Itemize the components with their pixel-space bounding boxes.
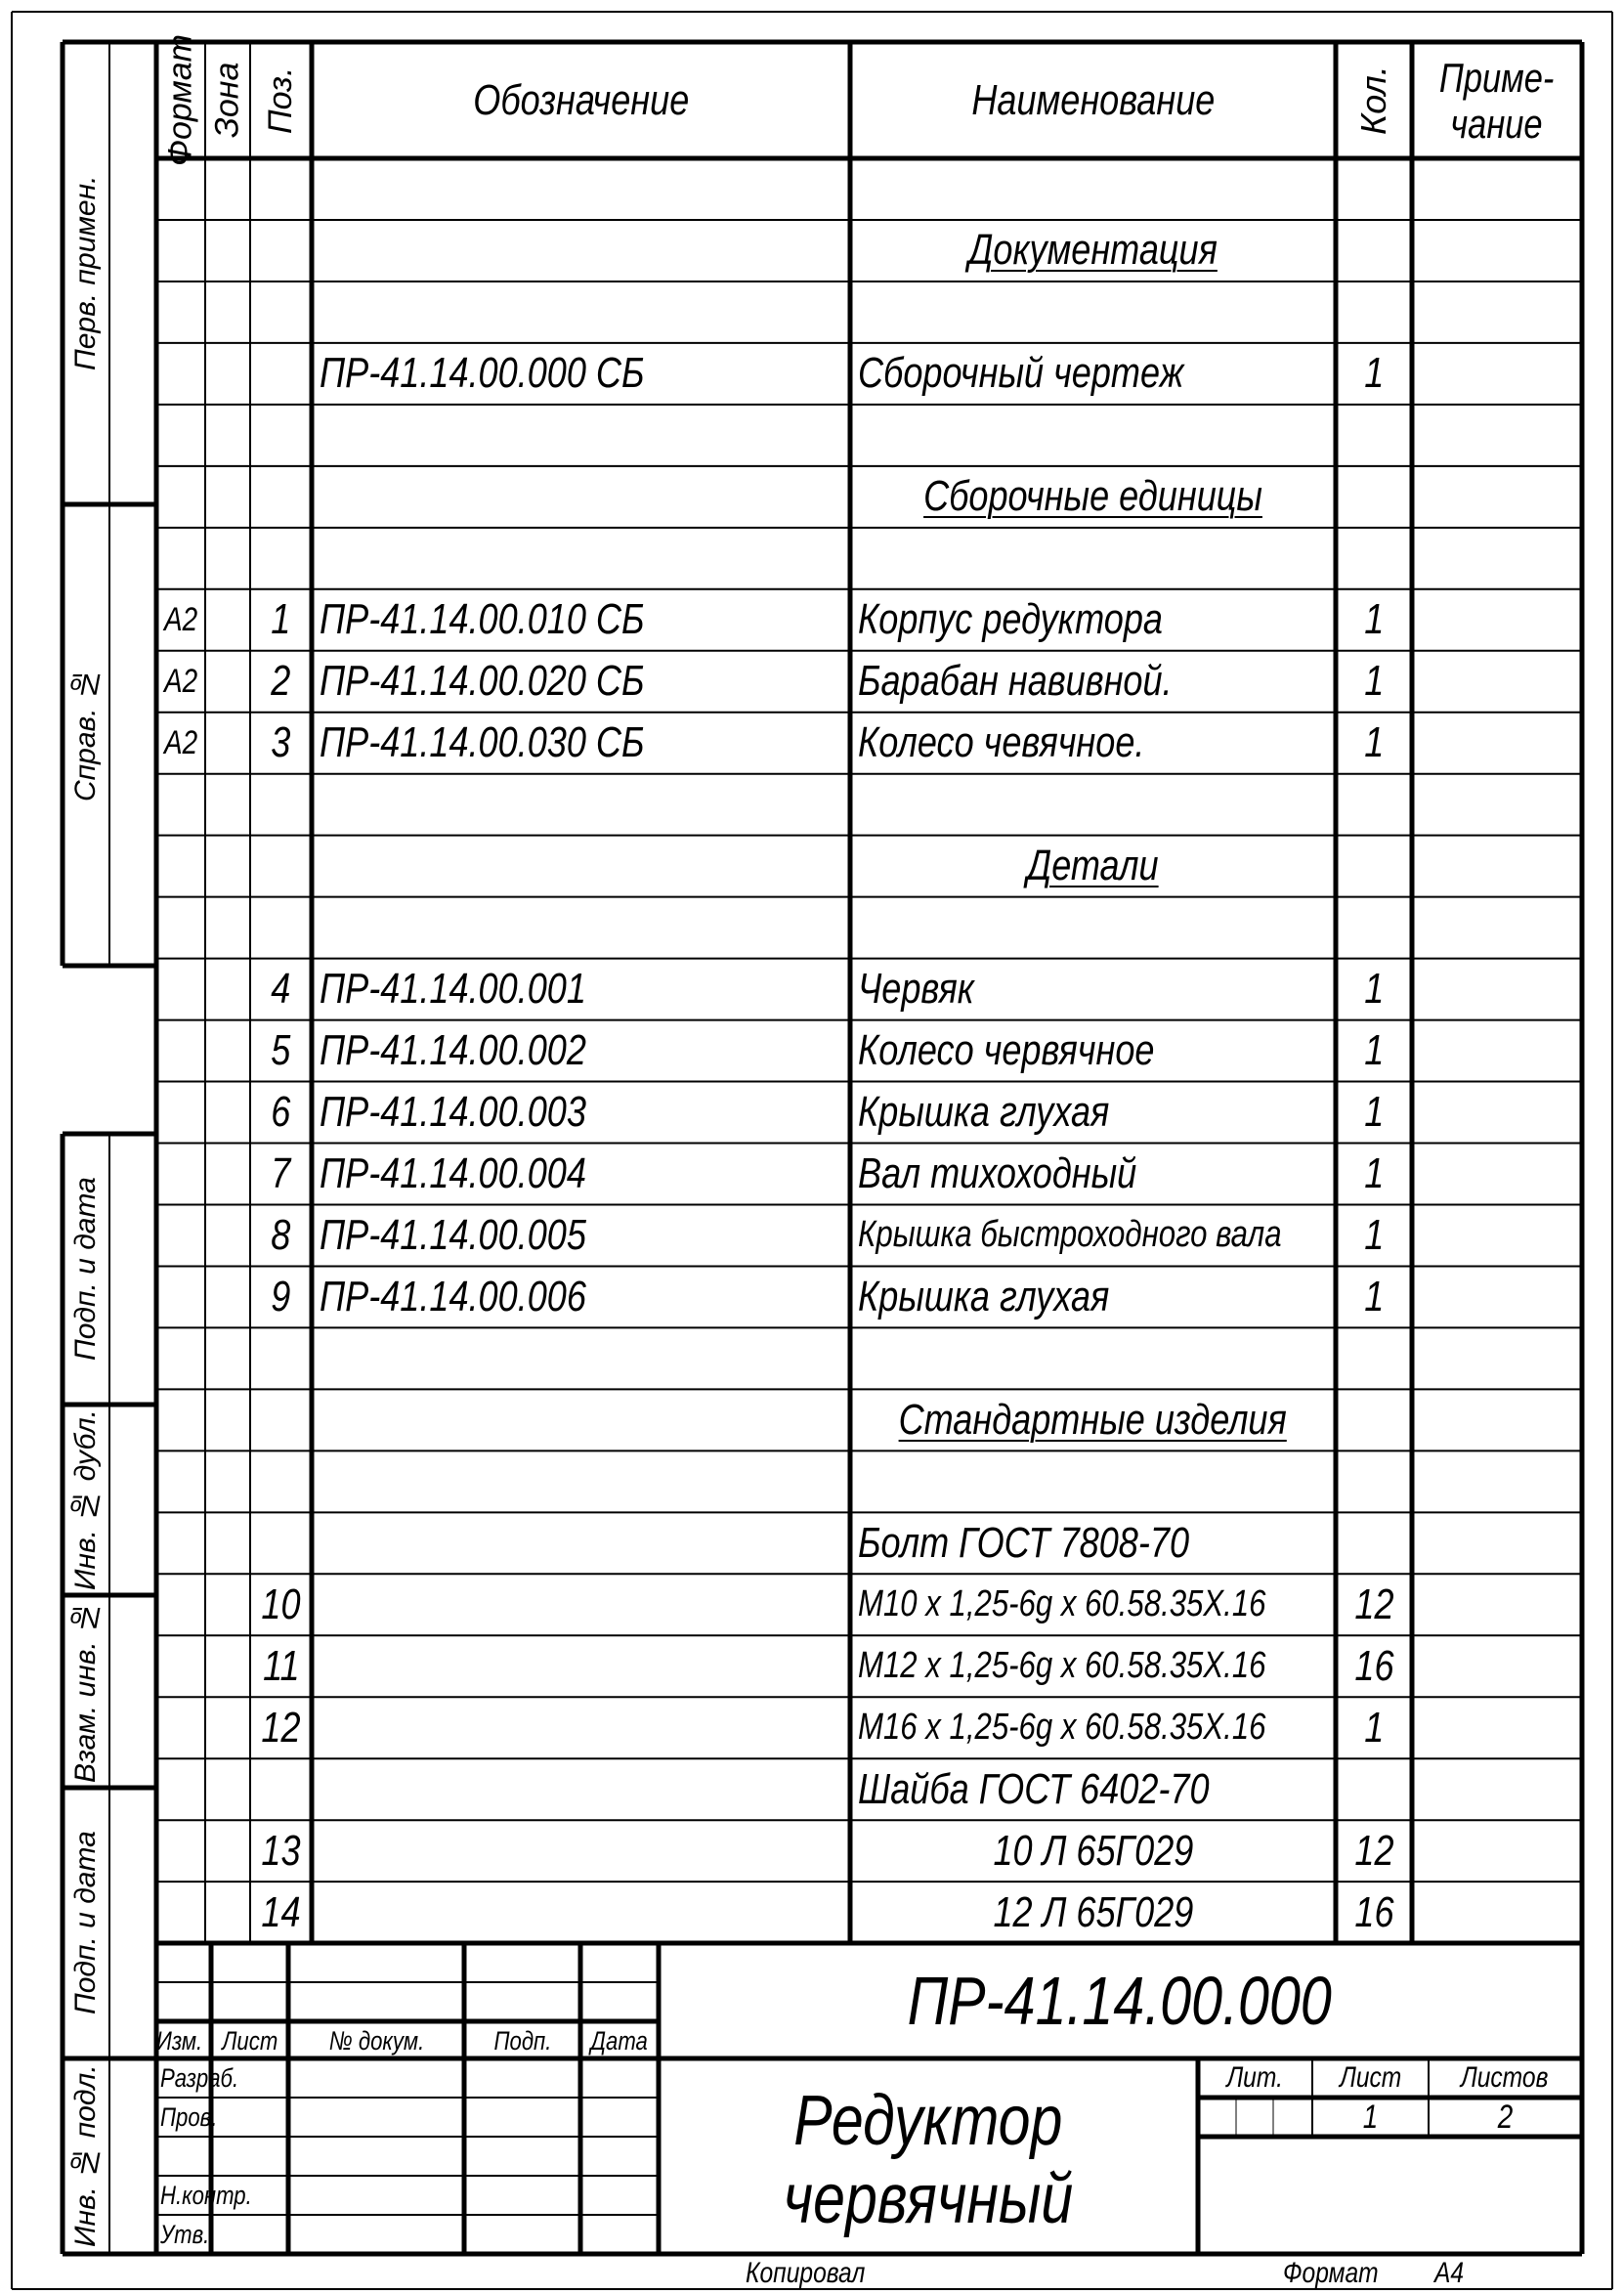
- tb-role-label: Разраб.: [160, 2062, 239, 2093]
- tb-role-norm-control: [156, 2176, 288, 2215]
- row-designation-text: ПР-41.14.00.002: [320, 1026, 586, 1075]
- header-note-line2: чание: [1450, 101, 1543, 147]
- row-name-text: Крышка глухая: [858, 1272, 1110, 1320]
- header-pos: [250, 42, 312, 158]
- title-text: Редуктор: [793, 2082, 1063, 2160]
- row-name-text: Барабан навивной.: [858, 657, 1173, 706]
- side-label-text: Инв. № дубл.: [69, 1409, 102, 1591]
- row-quantity-text: 12: [1353, 1826, 1394, 1875]
- row-designation-text: ПР-41.14.00.010 СБ: [320, 595, 645, 644]
- row-designation-text: ПР-41.14.00.000 СБ: [320, 349, 645, 398]
- row-position-text: 11: [262, 1641, 300, 1690]
- row-position: [250, 1020, 312, 1082]
- tb-col-label: Лист: [221, 2025, 278, 2056]
- row-quantity-text: 1: [1363, 349, 1385, 398]
- row-quantity: [1336, 1020, 1412, 1082]
- row-quantity: [1336, 1144, 1412, 1205]
- tb-col-date: [580, 2023, 659, 2058]
- tb-col-izm: [154, 2023, 211, 2058]
- row-quantity-text: 16: [1353, 1887, 1394, 1936]
- section-heading: [850, 836, 1336, 897]
- side-label-inv-dubl: [63, 1405, 109, 1595]
- title-text: червячный: [783, 2160, 1074, 2238]
- side-label-text: Подп. и дата: [69, 1177, 102, 1362]
- tb-label: Листов: [1461, 2061, 1549, 2094]
- row-position-text: 12: [261, 1703, 301, 1752]
- row-quantity: [1336, 651, 1412, 713]
- row-quantity: [1336, 1204, 1412, 1266]
- row-name-text: Шайба ГОСТ 6402-70: [858, 1764, 1210, 1813]
- row-name: [850, 713, 1336, 774]
- row-quantity-text: 1: [1363, 1088, 1385, 1137]
- title-line-2: [659, 2155, 1198, 2243]
- row-quantity-text: 1: [1363, 1026, 1385, 1075]
- row-quantity-text: 16: [1353, 1641, 1394, 1690]
- row-format: [156, 651, 205, 713]
- row-quantity-text: 1: [1363, 1210, 1385, 1259]
- tb-sheet-value: [1312, 2098, 1429, 2137]
- side-label-text: Перв. примен.: [69, 175, 102, 371]
- row-designation: [312, 959, 850, 1020]
- row-position: [250, 1144, 312, 1205]
- row-position-text: 6: [271, 1088, 291, 1137]
- row-format: [156, 713, 205, 774]
- section-heading-text: Детали: [1027, 842, 1159, 890]
- row-position: [250, 1697, 312, 1758]
- tb-lit-label: [1198, 2058, 1312, 2098]
- section-heading: [850, 220, 1336, 281]
- row-designation: [312, 651, 850, 713]
- row-designation: [312, 1082, 850, 1144]
- row-name-text: Корпус редуктора: [858, 595, 1163, 644]
- row-quantity-text: 12: [1353, 1580, 1394, 1628]
- tb-col-label: Изм.: [156, 2025, 203, 2056]
- tb-col-label: № докум.: [328, 2025, 424, 2056]
- tb-sheets-value: [1429, 2098, 1581, 2137]
- row-designation: [312, 713, 850, 774]
- row-name-text: M10 x 1,25-6g x 60.58.35X.16: [858, 1583, 1266, 1625]
- title-line-1: [659, 2077, 1198, 2165]
- row-position: [250, 1082, 312, 1144]
- tb-role-label: Н.контр.: [160, 2180, 252, 2210]
- tb-col-label: Подп.: [493, 2025, 551, 2056]
- tb-sheets-label: [1429, 2058, 1581, 2098]
- document-code-text: ПР-41.14.00.000: [907, 1962, 1333, 2039]
- row-position: [250, 589, 312, 651]
- row-designation-text: ПР-41.14.00.004: [320, 1149, 586, 1197]
- row-name-text: Вал тихоходный: [858, 1149, 1137, 1197]
- row-position: [250, 713, 312, 774]
- row-name: [850, 1020, 1336, 1082]
- footer-format-value-text: А4: [1434, 2257, 1465, 2289]
- row-position: [250, 1882, 312, 1943]
- row-name-text: 12 Л 65Г029: [993, 1887, 1193, 1936]
- section-heading: [850, 1389, 1336, 1450]
- tb-col-label: Дата: [590, 2025, 649, 2056]
- document-code: [659, 1943, 1581, 2057]
- row-name: [850, 1820, 1336, 1882]
- footer-copied: [738, 2256, 933, 2291]
- row-name-text: Колесо червячное: [858, 1026, 1155, 1075]
- tb-col-list: [211, 2023, 288, 2058]
- row-designation-text: ПР-41.14.00.001: [320, 965, 586, 1014]
- header-qty-label: Кол.: [1353, 65, 1393, 135]
- tb-col-doc-no: [288, 2023, 464, 2058]
- header-zone-label: Зона: [208, 62, 246, 139]
- row-designation: [312, 1204, 850, 1266]
- row-quantity-text: 1: [1363, 1272, 1385, 1320]
- section-heading-text: Сборочные единицы: [923, 472, 1262, 521]
- row-quantity: [1336, 713, 1412, 774]
- row-name-text: Червяк: [858, 965, 974, 1014]
- row-format: [156, 589, 205, 651]
- side-label-sprav-no: [63, 504, 109, 966]
- row-name-text: M16 x 1,25-6g x 60.58.35X.16: [858, 1707, 1266, 1749]
- row-quantity: [1336, 1574, 1412, 1635]
- row-quantity: [1336, 589, 1412, 651]
- row-name-text: Крышка глухая: [858, 1088, 1110, 1137]
- header-name: [850, 42, 1336, 158]
- row-quantity-text: 1: [1363, 1703, 1385, 1752]
- row-quantity-text: 1: [1363, 657, 1385, 706]
- side-label-vzam-inv: [63, 1595, 109, 1788]
- row-position: [250, 1204, 312, 1266]
- tb-col-signature: [464, 2023, 580, 2058]
- row-designation-text: ПР-41.14.00.020 СБ: [320, 657, 645, 706]
- tb-label: Лит.: [1226, 2061, 1284, 2094]
- row-name: [850, 1512, 1336, 1574]
- row-designation-text: ПР-41.14.00.003: [320, 1088, 586, 1137]
- row-name: [850, 1882, 1336, 1943]
- row-position-text: 8: [271, 1210, 291, 1259]
- row-designation: [312, 1020, 850, 1082]
- tb-role-label: Пров.: [160, 2101, 218, 2132]
- header-zone: [205, 42, 250, 158]
- row-name-text: Болт ГОСТ 7808-70: [858, 1518, 1190, 1567]
- row-quantity: [1336, 1820, 1412, 1882]
- row-quantity: [1336, 1697, 1412, 1758]
- row-position: [250, 1574, 312, 1635]
- row-quantity-text: 1: [1363, 718, 1385, 767]
- row-designation-text: ПР-41.14.00.006: [320, 1272, 586, 1320]
- section-heading-text: Документация: [968, 226, 1218, 275]
- header-designation-label: Обозначение: [472, 75, 690, 124]
- row-name: [850, 1697, 1336, 1758]
- row-position-text: 4: [271, 965, 291, 1014]
- header-qty: [1336, 42, 1412, 158]
- row-designation-text: ПР-41.14.00.005: [320, 1210, 586, 1259]
- side-label-podp-data-1: [63, 1134, 109, 1405]
- tb-role-checker: [156, 2098, 288, 2137]
- side-label-text: Взам. инв. №: [69, 1600, 102, 1783]
- header-note-1: [1412, 54, 1581, 103]
- header-name-label: Наименование: [970, 75, 1215, 124]
- footer-format-label: [1275, 2256, 1412, 2291]
- row-name-text: M12 x 1,25-6g x 60.58.35X.16: [858, 1645, 1266, 1687]
- row-format-text: А2: [164, 600, 198, 638]
- side-label-perv-primen: [63, 42, 109, 504]
- row-name: [850, 1266, 1336, 1327]
- tb-value: 1: [1362, 2098, 1379, 2136]
- row-position: [250, 1820, 312, 1882]
- tb-role-developer: [156, 2058, 288, 2098]
- row-quantity: [1336, 1082, 1412, 1144]
- row-name: [850, 589, 1336, 651]
- row-position-text: 7: [271, 1149, 291, 1197]
- row-name-text: Крышка быстроходного вала: [858, 1214, 1282, 1256]
- header-format-label: Формат: [161, 33, 199, 166]
- row-position: [250, 1266, 312, 1327]
- row-name: [850, 1082, 1336, 1144]
- side-label-text: Инв. № подл.: [69, 2064, 102, 2248]
- tb-role-label: Утв.: [160, 2219, 210, 2249]
- row-position-text: 3: [271, 718, 291, 767]
- row-name: [850, 1635, 1336, 1697]
- row-position-text: 14: [261, 1887, 301, 1936]
- row-quantity: [1336, 959, 1412, 1020]
- header-pos-label: Поз.: [262, 66, 299, 134]
- row-position-text: 13: [261, 1826, 301, 1875]
- row-name: [850, 959, 1336, 1020]
- row-name-text: 10 Л 65Г029: [993, 1826, 1193, 1875]
- row-position-text: 5: [271, 1026, 291, 1075]
- footer-copied-text: Копировал: [746, 2257, 866, 2289]
- row-format-text: А2: [164, 662, 198, 700]
- row-name: [850, 1204, 1336, 1266]
- header-note-2: [1412, 100, 1581, 149]
- side-label-text: Подп. и дата: [69, 1831, 102, 2015]
- footer-format-value: [1427, 2256, 1505, 2291]
- row-quantity: [1336, 343, 1412, 405]
- row-designation: [312, 1266, 850, 1327]
- header-format: [156, 33, 205, 166]
- tb-value: 2: [1497, 2098, 1513, 2136]
- row-name-text: Сборочный чертеж: [858, 349, 1184, 398]
- row-designation: [312, 1144, 850, 1205]
- tb-role-approved: [156, 2215, 288, 2254]
- row-name: [850, 1144, 1336, 1205]
- row-name: [850, 1758, 1336, 1820]
- section-heading: [850, 466, 1336, 528]
- side-label-text: Справ. №: [69, 668, 102, 802]
- side-label-podp-data-2: [63, 1788, 109, 2058]
- tb-sheet-label: [1312, 2058, 1429, 2098]
- row-format-text: А2: [164, 723, 198, 761]
- side-label-inv-podl: [63, 2058, 109, 2254]
- row-position-text: 9: [271, 1272, 291, 1320]
- row-quantity-text: 1: [1363, 1149, 1385, 1197]
- row-name-text: Колесо чевячное.: [858, 718, 1145, 767]
- row-position: [250, 1635, 312, 1697]
- header-designation: [312, 42, 850, 158]
- row-position-text: 10: [261, 1580, 301, 1628]
- row-name: [850, 651, 1336, 713]
- row-position-text: 2: [271, 657, 291, 706]
- row-quantity: [1336, 1635, 1412, 1697]
- row-position: [250, 651, 312, 713]
- row-position: [250, 959, 312, 1020]
- row-quantity-text: 1: [1363, 965, 1385, 1014]
- footer-format-label-text: Формат: [1283, 2257, 1379, 2289]
- row-position-text: 1: [271, 595, 291, 644]
- tb-label: Лист: [1339, 2061, 1402, 2094]
- row-designation: [312, 343, 850, 405]
- row-designation-text: ПР-41.14.00.030 СБ: [320, 718, 645, 767]
- header-note-line1: Приме-: [1438, 55, 1555, 101]
- section-heading-text: Стандартные изделия: [898, 1395, 1288, 1444]
- row-quantity-text: 1: [1363, 595, 1385, 644]
- row-name: [850, 1574, 1336, 1635]
- row-name: [850, 343, 1336, 405]
- row-quantity: [1336, 1882, 1412, 1943]
- row-designation: [312, 589, 850, 651]
- row-quantity: [1336, 1266, 1412, 1327]
